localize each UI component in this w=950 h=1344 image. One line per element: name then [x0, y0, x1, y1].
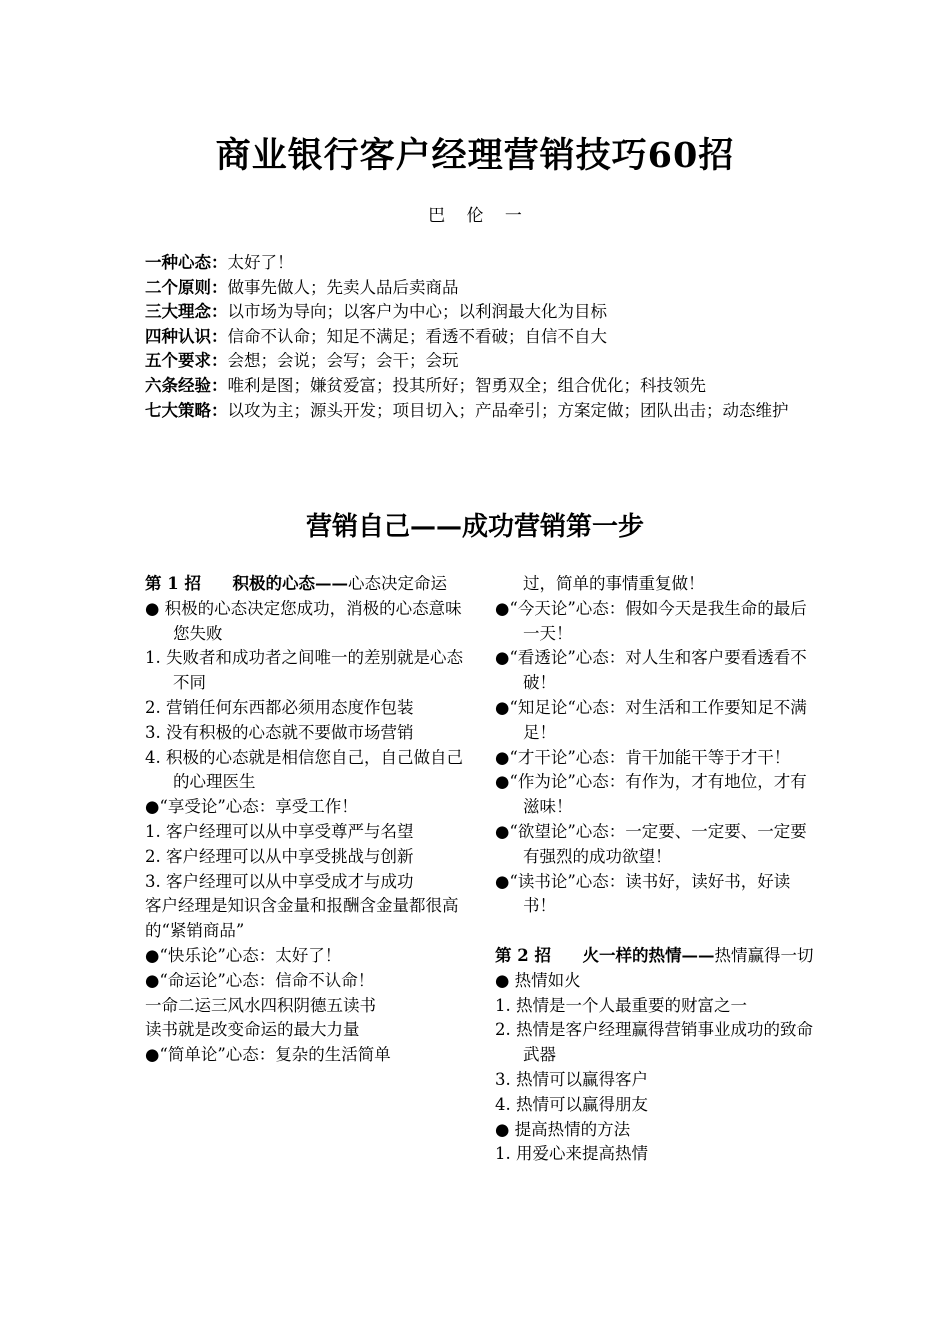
- numbered-item: 3. 客户经理可以从中享受成才与成功: [145, 871, 414, 891]
- principle-line: [145, 300, 825, 325]
- bullet-item: ● 热情如火: [495, 970, 581, 990]
- principle-line: [145, 399, 825, 424]
- tip-heading: [495, 944, 815, 969]
- principle-text: 信命不认命；知足不满足；看透不看破；自信不自大: [227, 326, 607, 346]
- right-column: [495, 572, 815, 1167]
- principle-line: [145, 325, 825, 350]
- principle-line: [145, 276, 825, 301]
- tip-number: 第 1 招: [145, 574, 201, 593]
- principle-text: 以市场为导向；以客户为中心；以利润最大化为目标: [227, 302, 607, 322]
- paragraph: 客户经理是知识含金量和报酬含金量都很高的“紧销商品”: [145, 896, 459, 941]
- principle-label: 七大策略：: [145, 400, 228, 420]
- principle-label: 五个要求：: [145, 351, 228, 371]
- bullet-item: ●“读书论”心态：读书好，读好书，好读书！: [495, 871, 791, 916]
- numbered-item: 2. 热情是客户经理赢得营销事业成功的致命武器: [495, 1020, 813, 1065]
- tip-heading: [145, 572, 465, 597]
- numbered-item: 3. 热情可以赢得客户: [495, 1069, 648, 1089]
- principle-text: 会想；会说；会写；会干；会玩: [227, 351, 459, 371]
- principle-text: 唯利是图；嫌贫爱富；投其所好；智勇双全；组合优化；科技领先: [227, 375, 706, 395]
- author-name: [0, 201, 950, 226]
- bullet-item: ●“享受论”心态：享受工作！: [145, 797, 358, 817]
- principle-text: 做事先做人；先卖人品后卖商品: [227, 277, 459, 297]
- numbered-item: 1. 客户经理可以从中享受尊严与名望: [145, 821, 414, 841]
- bullet-item: ● 积极的心态决定您成功，消极的心态意味您失败: [145, 598, 462, 643]
- tip-title: 火一样的热情——: [582, 945, 715, 965]
- numbered-item: 1. 热情是一个人最重要的财富之一: [495, 995, 747, 1015]
- bullet-item: ●“快乐论”心态：太好了！: [145, 945, 342, 965]
- bullet-item: ●“看透论”心态：对人生和客户要看透看不破！: [495, 648, 807, 693]
- numbered-item: 2. 营销任何东西都必须用态度作包装: [145, 697, 414, 717]
- bullet-item: ●“命运论”心态：信命不认命！: [145, 970, 375, 990]
- continued-text: 过，简单的事情重复做！: [523, 574, 705, 593]
- numbered-item: 4. 热情可以赢得朋友: [495, 1094, 648, 1114]
- principle-text: 太好了！: [227, 253, 294, 272]
- author-char: 伦: [466, 206, 484, 226]
- bullet-item: ●“简单论”心态：复杂的生活简单: [145, 1045, 391, 1065]
- numbered-item: 1. 用爱心来提高热情: [495, 1144, 648, 1164]
- bullet-item: ●“才干论”心态：肯干加能干等于才干！: [495, 747, 791, 767]
- tip-subtitle: 热情赢得一切: [714, 945, 814, 965]
- paragraph: 一命二运三风水四积阴德五读书: [145, 995, 376, 1015]
- bullet-item: ●“今天论”心态：假如今天是我生命的最后一天！: [495, 598, 807, 643]
- left-column: [145, 572, 465, 1068]
- principle-line: [145, 251, 825, 276]
- tip-number: 第 2 招: [495, 945, 551, 965]
- paragraph: 读书就是改变命运的最大力量: [145, 1020, 360, 1040]
- principle-label: 六条经验：: [145, 375, 228, 395]
- numbered-item: 1. 失败者和成功者之间唯一的差别就是心态不同: [145, 648, 463, 693]
- author-char: 一: [504, 206, 522, 226]
- bullet-item: ● 提高热情的方法: [495, 1119, 631, 1139]
- bullet-item: ●“作为论”心态：有作为，才有地位，才有滋味！: [495, 772, 807, 817]
- author-char: 巴: [428, 206, 446, 226]
- tip-subtitle: 心态决定命运: [347, 574, 447, 593]
- principle-label: 二个原则：: [145, 277, 228, 297]
- principle-label: 一种心态：: [145, 253, 228, 272]
- numbered-item: 3. 没有积极的心态就不要做市场营销: [145, 722, 414, 742]
- numbered-item: 2. 客户经理可以从中享受挑战与创新: [145, 846, 414, 866]
- bullet-item: ●“知足论“心态：对生活和工作要知足不满足！: [495, 697, 807, 742]
- principles-list: [145, 251, 825, 423]
- principle-label: 四种认识：: [145, 326, 228, 346]
- principle-label: 三大理念：: [145, 302, 228, 322]
- principle-line: [145, 349, 825, 374]
- numbered-item: 4. 积极的心态就是相信您自己，自己做自己的心理医生: [145, 747, 463, 792]
- document-title: 商业银行客户经理营销技巧60招: [215, 135, 735, 176]
- principle-line: [145, 374, 825, 399]
- section-title: 营销自己——成功营销第一步: [305, 512, 644, 542]
- bullet-item: ●“欲望论”心态：一定要、一定要、一定要有强烈的成功欲望！: [495, 821, 807, 866]
- principle-text: 以攻为主；源头开发；项目切入；产品牵引；方案定做；团队出击；动态维护: [227, 400, 789, 420]
- tip-title: 积极的心态——: [232, 574, 348, 593]
